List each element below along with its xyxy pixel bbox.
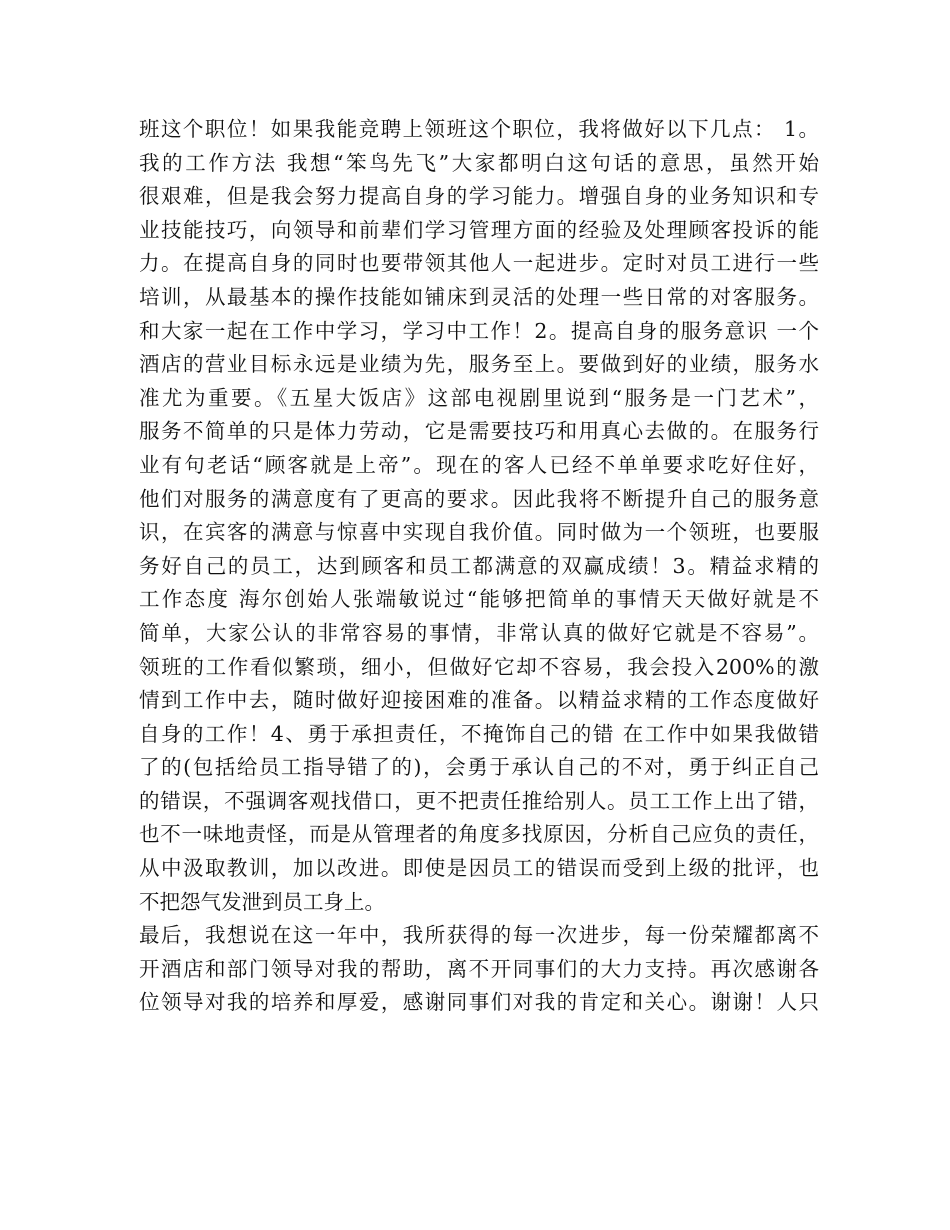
- text-line: 培训，从最基本的操作技能如铺床到灵活的处理一些日常的对客服务。: [139, 284, 819, 309]
- text-line: 领班的工作看似繁琐，细小，但做好它却不容易，我会投入200%的激: [139, 654, 819, 679]
- text-line: 业有句老话“顾客就是上帝”。现在的客人已经不单单要求吃好住好，: [139, 452, 819, 477]
- text-line: 也不一味地责怪，而是从管理者的角度多找原因，分析自己应负的责任，: [139, 822, 819, 847]
- text-line: 班这个职位！如果我能竞聘上领班这个职位，我将做好以下几点： 1。: [139, 117, 819, 141]
- paragraph-1: [139, 113, 819, 919]
- text-line: 情到工作中去，随时做好迎接困难的准备。以精益求精的工作态度做好: [139, 688, 819, 713]
- text-line: 简单，大家公认的非常容易的事情，非常认真的做好它就是不容易”。: [139, 620, 819, 645]
- text-line: 他们对服务的满意度有了更高的要求。因此我将不断提升自己的服务意: [139, 486, 819, 511]
- text-line: 了的(包括给员工指导错了的)，会勇于承认自己的不对，勇于纠正自己: [139, 755, 819, 780]
- text-line: 我的工作方法 我想“笨鸟先飞”大家都明白这句话的意思，虽然开始: [139, 150, 819, 175]
- text-line: 识，在宾客的满意与惊喜中实现自我价值。同时做为一个领班，也要服: [139, 520, 819, 545]
- text-line: 从中汲取教训，加以改进。即使是因员工的错误而受到上级的批评，也: [139, 856, 819, 881]
- text-line: 的错误，不强调客观找借口，更不把责任推给别人。员工工作上出了错，: [139, 788, 819, 813]
- text-line: 服务不简单的只是体力劳动，它是需要技巧和用真心去做的。在服务行: [139, 419, 819, 444]
- text-line: 不把怨气发泄到员工身上。: [139, 889, 385, 914]
- text-line: 很艰难，但是我会努力提高自身的学习能力。增强自身的业务知识和专: [139, 184, 819, 209]
- text-line: 业技能技巧，向领导和前辈们学习管理方面的经验及处理顾客投诉的能: [139, 217, 819, 242]
- text-line: 力。在提高自身的同时也要带领其他人一起进步。定时对员工进行一些: [139, 251, 819, 276]
- text-line: 务好自己的员工，达到顾客和员工都满意的双赢成绩！3。精益求精的: [139, 553, 819, 578]
- text-line: 自身的工作！4、勇于承担责任，不掩饰自己的错 在工作中如果我做错: [139, 721, 819, 746]
- text-line: 开酒店和部门领导对我的帮助，离不开同事们的大力支持。再次感谢各: [139, 956, 819, 981]
- text-line: 酒店的营业目标永远是业绩为先，服务至上。要做到好的业绩，服务水: [139, 352, 819, 377]
- text-line: 位领导对我的培养和厚爱，感谢同事们对我的肯定和关心。谢谢！人只: [139, 990, 819, 1015]
- text-line: 最后，我想说在这一年中，我所获得的每一次进步，每一份荣耀都离不: [139, 923, 819, 948]
- document-body: [139, 113, 819, 1020]
- text-line: 和大家一起在工作中学习，学习中工作！2。提高自身的服务意识 一个: [139, 318, 819, 343]
- text-line: 准尤为重要。《五星大饭店》这部电视剧里说到“服务是一门艺术”，: [139, 385, 819, 410]
- text-line: 工作态度 海尔创始人张端敏说过“能够把简单的事情天天做好就是不: [139, 587, 819, 612]
- paragraph-2: [139, 919, 819, 1020]
